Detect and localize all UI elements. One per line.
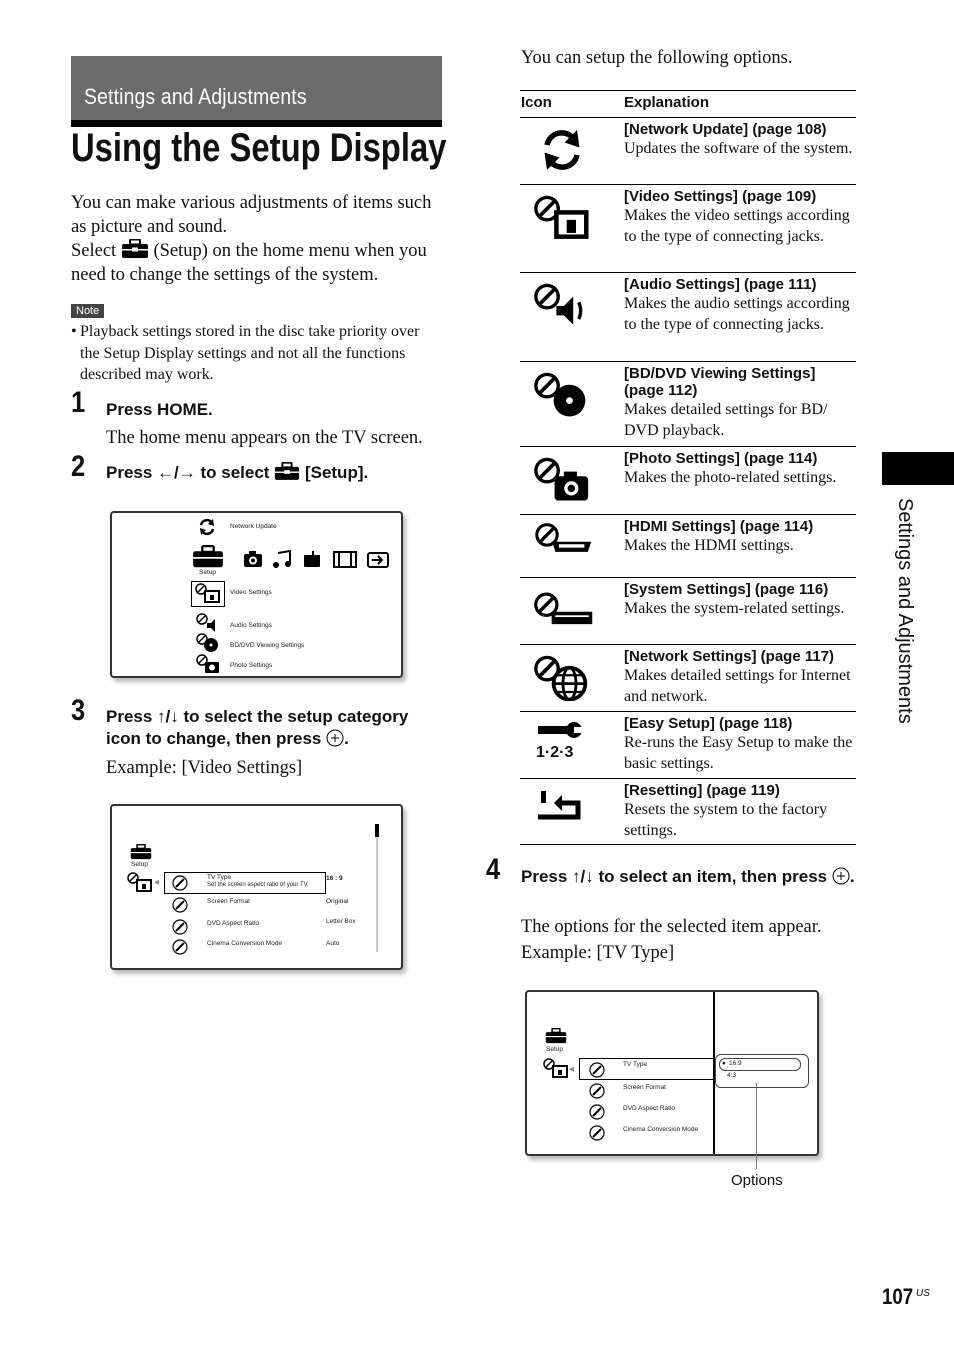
toolbox-icon xyxy=(545,1028,567,1044)
row-head: [Video Settings] (page 109) xyxy=(624,188,817,205)
wrench-icon xyxy=(589,1083,605,1099)
row-desc: Makes the audio settings according to the type of connecting jacks. xyxy=(624,295,850,333)
step-3-title xyxy=(106,706,446,750)
menu-network-update: Network Update xyxy=(230,523,277,530)
dvd-aspect-label: DVD Aspect Ratio xyxy=(207,920,260,927)
network-settings-icon xyxy=(534,655,590,701)
row-head: [HDMI Settings] (page 114) xyxy=(624,518,814,535)
video-settings-icon xyxy=(534,195,590,241)
step-4-body-1: The options for the selected item appear. xyxy=(521,917,822,937)
setup-label: Setup xyxy=(546,1046,563,1053)
side-tab-block xyxy=(882,452,954,485)
step-2-title xyxy=(106,462,368,484)
table-row xyxy=(520,644,856,712)
table-row xyxy=(520,361,856,447)
enter-button-icon xyxy=(326,729,344,747)
step-1-number: 1 xyxy=(71,386,86,419)
note-body: Playback settings stored in the disc take priority over the Setup Display settings and not all the functions described may work. xyxy=(80,323,420,383)
table-row xyxy=(520,711,856,779)
menu-audio-settings: Audio Settings xyxy=(230,622,272,629)
bd-dvd-settings-icon xyxy=(534,372,590,418)
table-intro: You can setup the following options. xyxy=(521,48,793,68)
scrollbar-track[interactable] xyxy=(376,824,378,952)
home-menu-screen xyxy=(110,511,403,678)
table-row xyxy=(520,778,856,845)
table-row xyxy=(520,577,856,645)
wrench-icon xyxy=(589,1125,605,1141)
row-head: [Audio Settings] (page 111) xyxy=(624,276,817,293)
tv-type-description: Set the screen aspect ratio of your TV. xyxy=(207,882,309,888)
side-tab-label: Settings and Adjustments xyxy=(894,498,916,724)
row-desc: Updates the software of the system. xyxy=(624,140,853,157)
network-update-icon xyxy=(534,125,590,175)
intro-line2-post: (Setup) on the home menu when you need to change the settings of the system. xyxy=(71,241,427,285)
dvd-aspect-label: DVD Aspect Ratio xyxy=(623,1105,676,1112)
option-4-3-label[interactable]: 4:3 xyxy=(727,1072,737,1079)
setup-label: Setup xyxy=(131,861,148,868)
easy-setup-icon xyxy=(534,718,584,744)
intro-paragraph xyxy=(71,191,443,287)
network-update-icon xyxy=(197,517,217,537)
audio-settings-icon xyxy=(196,613,220,633)
options-callout: Options xyxy=(731,1172,783,1189)
screen-format-label: Screen Format xyxy=(207,898,250,905)
row-desc: Makes the HDMI settings. xyxy=(624,537,794,554)
photo-settings-icon xyxy=(534,457,590,503)
audio-settings-icon xyxy=(534,283,590,329)
video-settings-icon xyxy=(195,583,221,603)
toolbox-icon xyxy=(192,545,224,569)
row-head: [Photo Settings] (page 114) xyxy=(624,450,818,467)
row-desc: Re-runs the Easy Setup to make the basic settings. xyxy=(624,734,853,772)
row-desc: Makes detailed settings for BD/ DVD playback. xyxy=(624,401,828,439)
table-row xyxy=(520,272,856,362)
left-arrow-icon: ◀ xyxy=(569,1066,574,1073)
row-desc: Makes detailed settings for Internet and network. xyxy=(624,667,851,705)
wrench-icon xyxy=(172,897,188,913)
callout-line xyxy=(756,1083,757,1169)
step-4-title xyxy=(521,866,861,888)
photo-settings-icon xyxy=(196,654,220,674)
scrollbar-thumb[interactable] xyxy=(375,824,379,837)
table-top-rule xyxy=(520,90,856,91)
table-row xyxy=(520,446,856,515)
menu-video-settings: Video Settings xyxy=(230,589,272,596)
note-bullet: • xyxy=(71,323,77,340)
step-4-title-pre: Press ↑/↓ to select an item, then press xyxy=(521,867,828,886)
row-head: [Network Settings] (page 117) xyxy=(624,648,835,665)
row-desc: Resets the system to the factory settings. xyxy=(624,801,828,839)
toolbox-icon xyxy=(130,844,152,860)
row-head: [Network Update] (page 108) xyxy=(624,121,827,138)
row-desc: Makes the video settings according to the type of connecting jacks. xyxy=(624,207,850,245)
menu-photo-settings: Photo Settings xyxy=(230,662,273,669)
row-desc: Makes the photo-related settings. xyxy=(624,469,837,486)
menu-setup-label: Setup xyxy=(199,569,216,576)
table-row xyxy=(520,514,856,578)
step-1-body: The home menu appears on the TV screen. xyxy=(106,428,423,448)
row-head: [Resetting] (page 119) xyxy=(624,782,780,799)
step-1-title: Press HOME. xyxy=(106,400,213,419)
table-bottom-rule xyxy=(520,844,856,845)
step-3-number: 3 xyxy=(71,694,86,727)
page-title: Using the Setup Display xyxy=(71,126,447,170)
row-head: [Easy Setup] (page 118) xyxy=(624,715,793,732)
page-number: 107 xyxy=(882,1284,914,1309)
resetting-icon xyxy=(534,789,584,825)
step-4-number: 4 xyxy=(486,853,501,886)
intro-line1: You can make various adjustments of items such as picture and sound. xyxy=(71,193,432,237)
easy-setup-icon-steps: 1·2·3 xyxy=(536,744,574,761)
hdmi-settings-icon xyxy=(534,523,594,557)
video-settings-icon xyxy=(127,872,153,892)
note-label: Note xyxy=(71,304,104,318)
step-4-title-post: . xyxy=(849,867,855,886)
bd-dvd-settings-icon xyxy=(196,633,220,653)
radio-selected-icon: ● xyxy=(722,1060,726,1067)
tv-type-value: 16 : 9 xyxy=(326,875,343,882)
wrench-icon xyxy=(589,1062,605,1078)
row-head: [System Settings] (page 116) xyxy=(624,581,829,598)
system-settings-icon xyxy=(534,592,594,628)
menu-bddvd-settings: BD/DVD Viewing Settings xyxy=(230,642,305,649)
note-text xyxy=(71,321,443,386)
category-icons-row xyxy=(242,549,392,569)
toolbox-icon xyxy=(121,239,149,259)
intro-line2-pre: Select xyxy=(71,241,117,261)
cinema-mode-value: Auto xyxy=(326,940,340,947)
wrench-icon xyxy=(589,1104,605,1120)
cinema-mode-label: Cinema Conversion Mode xyxy=(207,940,283,947)
step-4-body-2: Example: [TV Type] xyxy=(521,943,675,963)
left-arrow-icon: ◀ xyxy=(154,879,159,886)
tv-type-label: TV Type xyxy=(623,1061,648,1068)
step-3-title-post: . xyxy=(344,729,349,748)
screen-format-value: Original xyxy=(326,898,349,905)
header-explanation: Explanation xyxy=(624,94,710,111)
table-row xyxy=(520,184,856,273)
wrench-icon xyxy=(172,939,188,955)
row-desc: Makes the system-related settings. xyxy=(624,600,845,617)
step-3-title-pre: Press ↑/↓ to select the setup category icon to change, then press xyxy=(106,707,409,748)
step-3-body: Example: [Video Settings] xyxy=(106,758,303,778)
row-head: [BD/DVD Viewing Settings] (page 112) xyxy=(624,365,816,399)
enter-button-icon xyxy=(832,867,850,885)
section-title: Settings and Adjustments xyxy=(84,84,307,109)
toolbox-icon xyxy=(274,462,300,481)
page-number-suffix: US xyxy=(916,1288,930,1299)
cinema-mode-label: Cinema Conversion Mode xyxy=(623,1126,699,1133)
step-2-number: 2 xyxy=(71,450,86,483)
tv-type-options-screen xyxy=(525,990,819,1156)
wrench-icon xyxy=(172,919,188,935)
wrench-icon xyxy=(172,875,188,891)
tv-type-label: TV Type xyxy=(207,874,232,881)
screen-format-label: Screen Format xyxy=(623,1084,666,1091)
step-2-title-post: [Setup]. xyxy=(304,463,369,482)
video-settings-icon xyxy=(543,1058,569,1078)
step-2-title-pre: Press ←/→ to select xyxy=(106,463,270,482)
table-row xyxy=(520,117,856,185)
video-settings-screen xyxy=(110,804,403,970)
dvd-aspect-value: Letter Box xyxy=(326,918,356,925)
header-icon: Icon xyxy=(521,94,552,111)
option-16-9-label: 16:9 xyxy=(729,1060,742,1067)
